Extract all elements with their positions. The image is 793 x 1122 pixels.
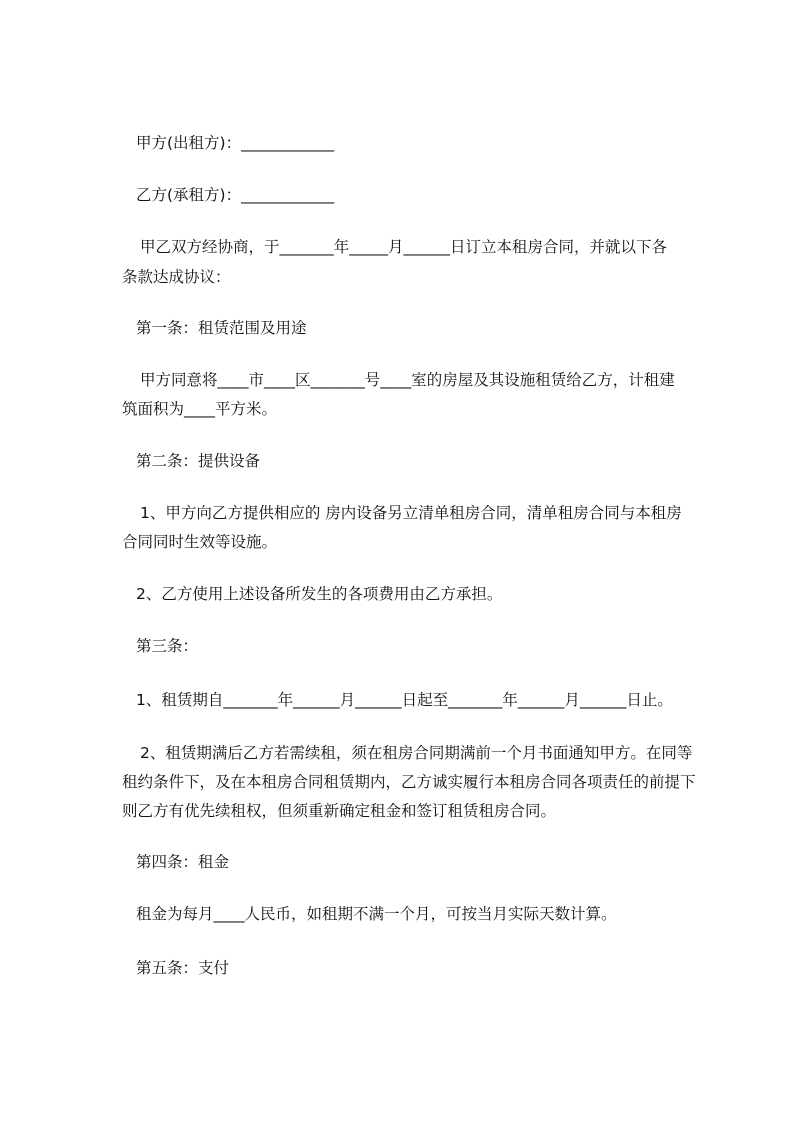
article-1-paragraph-line-2: 筑面积为____平方米。 bbox=[122, 400, 278, 418]
article-5-title: 第五条：支付 bbox=[136, 959, 230, 977]
article-3-item-1: 1、租赁期自_______年______月______日起至_______年______月______日止。 bbox=[136, 691, 673, 709]
article-3-item-2-line-1: 2、租赁期满后乙方若需续租，须在租房合同期满前一个月书面通知甲方。在同等 bbox=[140, 744, 693, 762]
article-3-item-2-line-2: 租约条件下，及在本租房合同租赁期内，乙方诚实履行本租房合同各项责任的前提下 bbox=[122, 773, 696, 791]
intro-line-2: 条款达成协议： bbox=[122, 268, 231, 286]
party-a-line: 甲方(出租方)：____________ bbox=[136, 134, 335, 152]
article-1-title: 第一条：租赁范围及用途 bbox=[136, 319, 307, 337]
article-4-paragraph: 租金为每月____人民币，如租期不满一个月，可按当月实际天数计算。 bbox=[136, 905, 617, 923]
party-b-line: 乙方(承租方)：____________ bbox=[136, 186, 335, 204]
article-2-item-1-line-2: 合同同时生效等设施。 bbox=[122, 533, 278, 551]
article-1-paragraph-line-1: 甲方同意将____市____区_______号____室的房屋及其设施租赁给乙方，计租建 bbox=[140, 371, 675, 389]
article-3-title: 第三条： bbox=[136, 637, 199, 655]
article-2-item-1-line-1: 1、甲方向乙方提供相应的 房内设备另立清单租房合同，清单租房合同与本租房 bbox=[140, 504, 682, 522]
article-2-item-2: 2、乙方使用上述设备所发生的各项费用由乙方承担。 bbox=[136, 585, 503, 603]
article-3-item-2-line-3: 则乙方有优先续租权，但须重新确定租金和签订租赁租房合同。 bbox=[122, 802, 557, 820]
article-2-title: 第二条：提供设备 bbox=[136, 452, 261, 470]
intro-line-1: 甲乙双方经协商，于_______年_____月______日订立本租房合同，并就以下各 bbox=[140, 238, 668, 256]
article-4-title: 第四条：租金 bbox=[136, 853, 230, 871]
